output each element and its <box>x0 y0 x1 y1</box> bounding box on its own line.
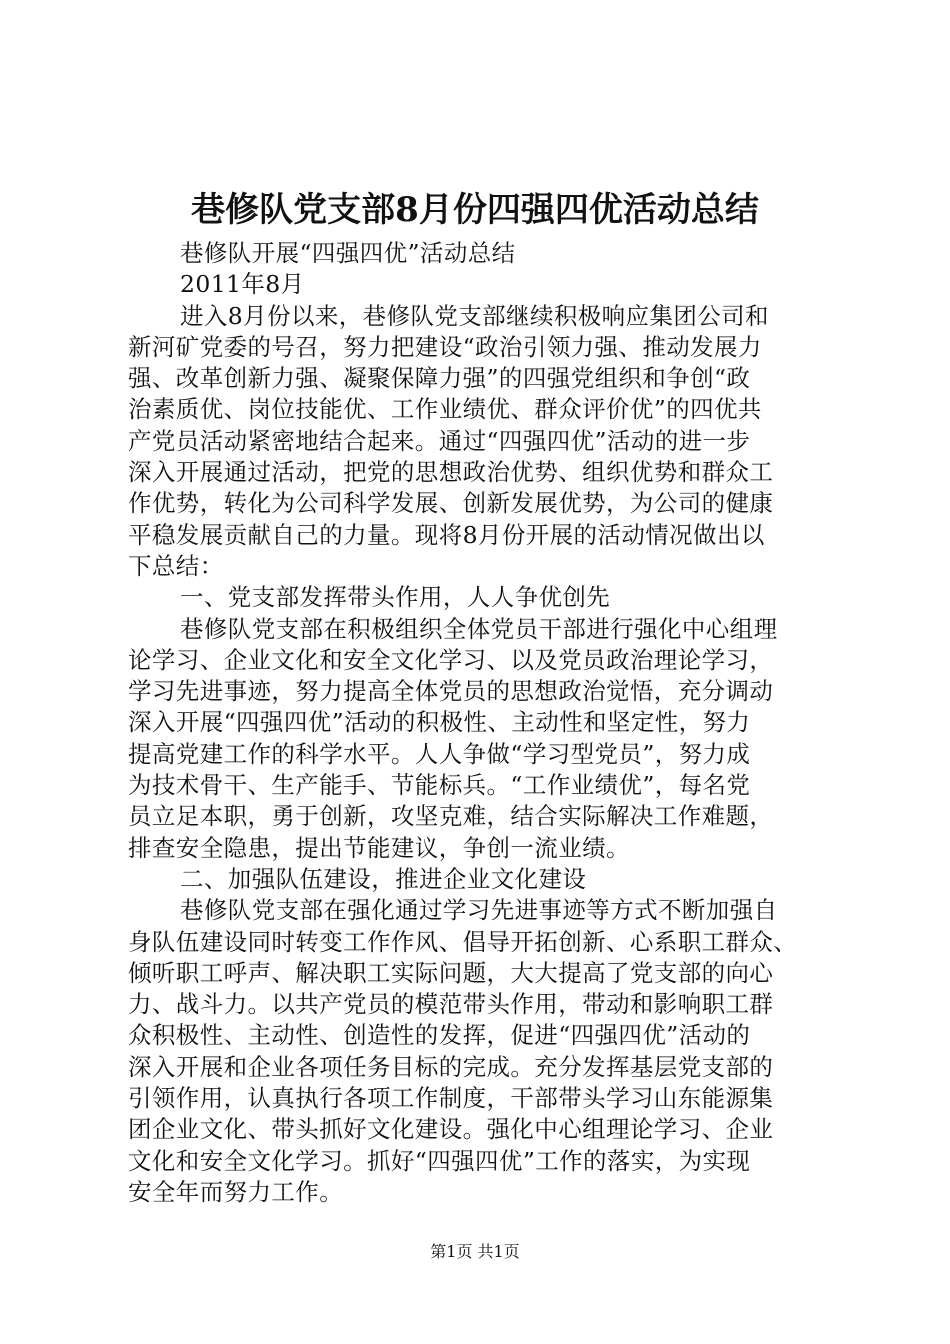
body-line: 一、党支部发挥带头作用，人人争优创先 <box>180 583 611 612</box>
body-line: 团企业文化、带头抓好文化建设。强化中心组理论学习、企业 <box>128 1115 774 1144</box>
body-line: 巷修队开展“四强四优”活动总结 <box>180 239 516 267</box>
body-line: 新河矿党委的号召，努力把建设“政治引领力强、推动发展力 <box>128 332 762 361</box>
body-line: 学习先进事迹，努力提高全体党员的思想政治觉悟，充分调动 <box>128 677 774 706</box>
body-line: 文化和安全文化学习。抓好“四强四优”工作的落实，为实现 <box>128 1146 751 1175</box>
body-line: 引领作用，认真执行各项工作制度，干部带头学习山东能源集 <box>128 1084 774 1113</box>
body-line: 为技术骨干、生产能手、节能标兵。“工作业绩优”，每名党 <box>128 771 751 800</box>
body-line: 平稳发展贡献自己的力量。现将8月份开展的活动情况做出以 <box>128 520 765 549</box>
body-line: 巷修队党支部在强化通过学习先进事迹等方式不断加强自 <box>180 896 778 925</box>
body-line: 倾听职工呼声、解决职工实际问题，大大提高了党支部的向心 <box>128 958 774 987</box>
body-line: 作优势，转化为公司科学发展、创新发展优势，为公司的健康 <box>128 489 774 518</box>
body-line: 治素质优、岗位技能优、工作业绩优、群众评价优”的四优共 <box>128 395 762 424</box>
body-line: 安全年而努力工作。 <box>128 1177 344 1206</box>
body-line: 下总结： <box>128 551 224 580</box>
body-line: 二、加强队伍建设，推进企业文化建设 <box>180 864 587 893</box>
body-line: 排查安全隐患，提出节能建议，争创一流业绩。 <box>128 833 630 862</box>
body-line: 强、改革创新力强、凝聚保障力强”的四强党组织和争创“政 <box>128 364 751 393</box>
body-line: 深入开展“四强四优”活动的积极性、主动性和坚定性，努力 <box>128 708 751 737</box>
body-line: 深入开展和企业各项任务目标的完成。充分发挥基层党支部的 <box>128 1052 774 1081</box>
page-footer: 第1页 共1页 <box>430 1242 520 1261</box>
body-line: 众积极性、主动性、创造性的发挥，促进“四强四优”活动的 <box>128 1021 751 1050</box>
body-line: 2011年8月 <box>180 270 305 299</box>
body-line: 员立足本职，勇于创新，攻坚克难，结合实际解决工作难题， <box>128 802 774 831</box>
document-body <box>128 238 834 1208</box>
body-line: 力、战斗力。以共产党员的模范带头作用，带动和影响职工群 <box>128 990 774 1019</box>
body-line: 产党员活动紧密地结合起来。通过“四强四优”活动的进一步 <box>128 426 751 455</box>
document-title: 巷修队党支部8月份四强四优活动总结 <box>191 190 759 230</box>
body-line: 深入开展通过活动，把党的思想政治优势、组织优势和群众工 <box>128 458 774 487</box>
body-line: 提高党建工作的科学水平。人人争做“学习型党员”，努力成 <box>128 739 751 768</box>
body-line: 巷修队党支部在积极组织全体党员干部进行强化中心组理 <box>180 614 778 643</box>
body-line: 进入8月份以来，巷修队党支部继续积极响应集团公司和 <box>180 301 769 330</box>
body-line: 身队伍建设同时转变工作作风、倡导开拓创新、心系职工群众、 <box>128 927 798 956</box>
body-line: 论学习、企业文化和安全文化学习、以及党员政治理论学习， <box>128 645 774 674</box>
